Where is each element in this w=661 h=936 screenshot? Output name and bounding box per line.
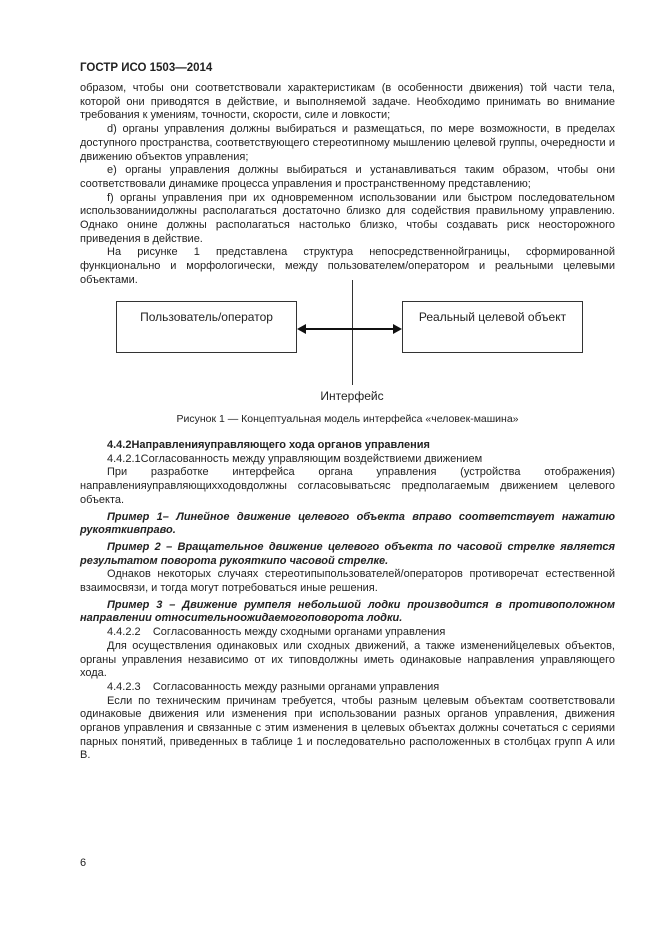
paragraph: Для осуществления одинаковых или сходных движений, а также измененийцелевых объектов, органы управления независимо от их типовдолжны иметь одинаковые направления управляющего хода. bbox=[80, 639, 615, 680]
list-item-e: e) органы управления должны выбираться и устанавливаться таким образом, чтобы они соответствовали динамике процесса управления и пространственному представлению; bbox=[80, 164, 615, 190]
paragraph: образом, чтобы они соответствовали характеристикам (в особенности движения) той части тела, которой они приводятся в действие, и выполняемой задаче. Необходимо принимать во внимание требования к умениям, точности, скорости, силе и ловкости; bbox=[80, 82, 615, 122]
list-item-d: d) органы управления должны выбираться и размещаться, по мере возможности, в пределах доступного пространства, соответствующего стереотипному мышлению целевой группы, очередности и движению объектов управления; bbox=[80, 123, 615, 163]
interface-label: Интерфейс bbox=[320, 389, 384, 403]
intro-text bbox=[80, 82, 615, 288]
paragraph: Однаков некоторых случаях стереотипыпользователей/операторов противоречат естественной взаимосвязи, и тогда могут потребоваться иные решения. bbox=[80, 568, 615, 595]
section-4-4-2 bbox=[80, 439, 615, 763]
subsection-title: 4.4.2.1Согласованность между управляющим воздействиеми движением bbox=[107, 452, 483, 465]
user-operator-box: Пользователь/оператор bbox=[116, 301, 297, 353]
page-number: 6 bbox=[80, 857, 87, 869]
paragraph: При разработке интерфейса органа управления (устройства отображения) направленияуправляющихходовдолжны согласовыватьсяс предполагаемым движением целевого объекта. bbox=[80, 466, 615, 506]
paragraph: Если по техническим причинам требуется, чтобы разным целевым объектам соответствовали одинаковые движения или изменения при использовании разных органов управления, движения органов управления и связанные с этим изменения в целевых объектах должны сочетаться с сериями парных понятий, приведенных в таблице 1 и последовательно расположенных в столбцах групп A или B. bbox=[80, 694, 615, 762]
section-heading: 4.4.2Направленияуправляющего хода органов управления bbox=[107, 439, 430, 451]
subsection-title: 4.4.2.2 Согласованность между сходными органами управления bbox=[107, 626, 446, 639]
example-1: Пример 1– Линейное движение целевого объекта вправо соответствует нажатию рукояткивправо. bbox=[80, 510, 615, 537]
example-2: Пример 2 – Вращательное движение целевого объекта по часовой стрелке является результатом поворота рукояткипо часовой стрелке. bbox=[80, 540, 615, 567]
list-item-f: f) органы управления при их одновременном использовании или быстром последовательном использованиидолжны располагаться достаточно близко для содействия правильному управлению. Однако онине должны располагаться настолько близко, чтобы создавать риск неосторожного приведения в действие. bbox=[80, 191, 615, 245]
double-arrow-icon bbox=[297, 322, 402, 336]
example-3: Пример 3 – Движение румпеля небольшой лодки производится в противоположном направлении относительноожидаемогоповорота лодки. bbox=[80, 598, 615, 625]
paragraph: На рисунке 1 представлена структура непосредственнойграницы, сформированной функционально и морфологически, между пользователем/оператором и реальными целевыми объектами. bbox=[80, 246, 615, 286]
subsection-title: 4.4.2.3 Согласованность между разными органами управления bbox=[107, 680, 440, 693]
figure-caption: Рисунок 1 — Концептуальная модель интерфейса «человек-машина» bbox=[176, 413, 519, 425]
document-header: ГОСТР ИСО 1503—2014 bbox=[80, 62, 213, 74]
target-object-box: Реальный целевой объект bbox=[402, 301, 583, 353]
